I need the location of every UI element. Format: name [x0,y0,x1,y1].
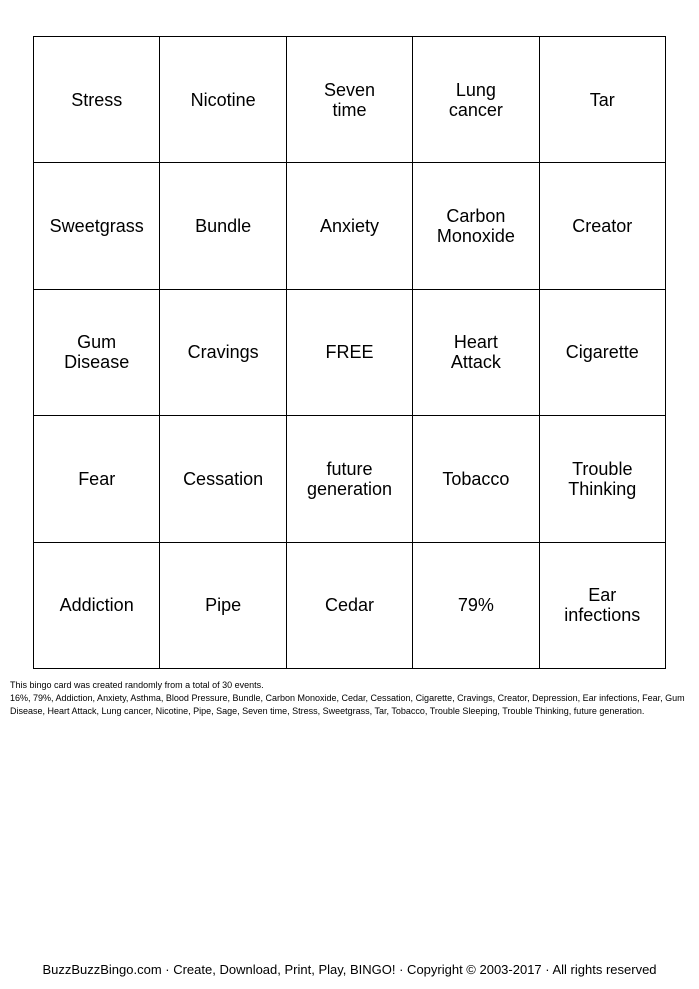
bingo-cell: Seven time [287,37,413,163]
bingo-cell: 79% [413,543,539,669]
page-footer: BuzzBuzzBingo.com · Create, Download, Print, Play, BINGO! · Copyright © 2003-2017 · All rights reserved [42,962,657,977]
bingo-cell: Creator [540,163,666,289]
bingo-cell: Cedar [287,543,413,669]
bingo-free-cell: FREE [287,290,413,416]
bingo-cell: future generation [287,416,413,542]
bingo-cell: Cigarette [540,290,666,416]
bingo-cell: Pipe [160,543,286,669]
bingo-cell: Nicotine [160,37,286,163]
bingo-cell: Fear [34,416,160,542]
bingo-cell: Ear infections [540,543,666,669]
bingo-cell: Trouble Thinking [540,416,666,542]
bingo-cell: Gum Disease [34,290,160,416]
bingo-cell: Tar [540,37,666,163]
bingo-cell: Stress [34,37,160,163]
bingo-card-grid [33,36,666,669]
bingo-cell: Carbon Monoxide [413,163,539,289]
bingo-cell: Cessation [160,416,286,542]
bingo-cell: Heart Attack [413,290,539,416]
bingo-cell: Bundle [160,163,286,289]
bingo-cell: Cravings [160,290,286,416]
bingo-cell: Lung cancer [413,37,539,163]
bingo-cell: Sweetgrass [34,163,160,289]
bingo-cell: Addiction [34,543,160,669]
bingo-cell: Anxiety [287,163,413,289]
bingo-cell: Tobacco [413,416,539,542]
events-list-note: 16%, 79%, Addiction, Anxiety, Asthma, Blood Pressure, Bundle, Carbon Monoxide, Cedar, Cessation, Cigarette, Cravings, Creator, Depression, Ear infections, Fear, Gum Disease, Heart Attack, Lung cancer, Nicotine, Pipe, Sage, Seven time, Stress, Sweetgrass, Tar, Tobacco, Trouble Sleeping, Trouble Thinking, future generation. [10,693,685,716]
card-created-note: This bingo card was created randomly from a total of 30 events. [10,680,264,690]
